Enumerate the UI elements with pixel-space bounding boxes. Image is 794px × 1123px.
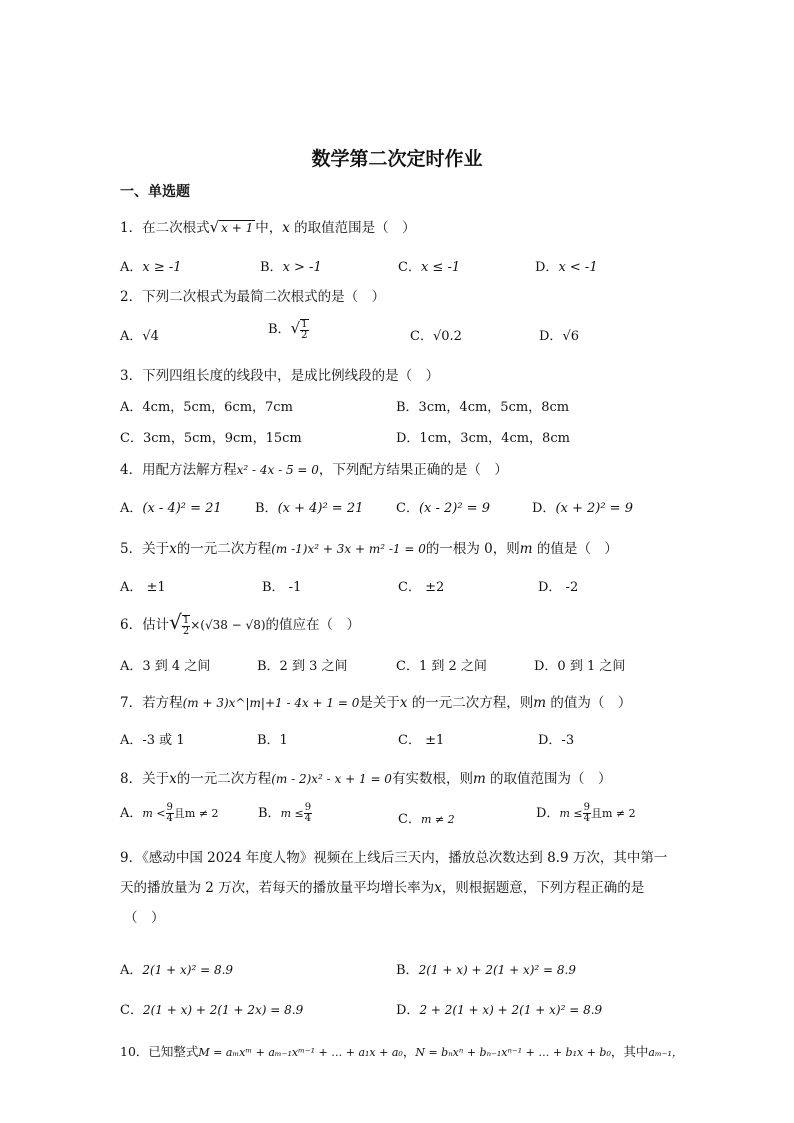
q5-option-c: C． ±2 [398, 580, 445, 595]
q1-option-a: A．x ≥ -1 [120, 260, 182, 275]
question-2: 2．下列二次根式为最简二次根式的是（ ） [120, 289, 386, 305]
q6-option-d: D．0 到 1 之间 [534, 659, 626, 674]
question-10: 10．已知整式M = aₘxᵐ + aₘ₋₁xᵐ⁻¹ + … + a₁x + a₀，N = bₙxⁿ + bₙ₋₁xⁿ⁻¹ + … + b₁x + b₀，其中aₘ₋₁， [120, 1044, 683, 1059]
q8-option-a: A．m < $\frac{9}{4}$ 且m ≠ 2 [120, 802, 219, 824]
q7-option-b: B．1 [257, 733, 288, 748]
q6-option-a: A．3 到 4 之间 [120, 659, 211, 674]
q3-option-b: B．3cm，4cm，5cm，8cm [396, 400, 570, 415]
page-title: 数学第二次定时作业 [311, 148, 483, 170]
q2-option-c: C．√0.2 [410, 329, 462, 344]
q2-option-a: A．√4 [120, 329, 159, 344]
q3-option-d: D．1cm，3cm，4cm，8cm [396, 431, 570, 446]
q4-option-d: D．(x + 2)² = 9 [532, 501, 633, 516]
q3-option-a: A．4cm，5cm，6cm，7cm [120, 400, 293, 415]
q5-option-b: B． -1 [262, 580, 302, 595]
question-7: 7．若方程(m + 3)x^|m|+1 - 4x + 1 = 0是关于x 的一元二次方程，则m 的值为（ ） [120, 695, 632, 711]
q6-option-c: C．1 到 2 之间 [396, 659, 487, 674]
q6-option-b: B．2 到 3 之间 [257, 659, 348, 674]
q9-option-b: B．2(1 + x) + 2(1 + x)² = 8.9 [396, 963, 576, 978]
question-3: 3．下列四组长度的线段中，是成比例线段的是（ ） [120, 368, 440, 384]
section-heading: 一、单选题 [120, 184, 190, 200]
q2-option-b: B．√ $\frac{1}{2}$ [268, 318, 308, 341]
q7-option-c: C． ±1 [398, 733, 445, 748]
q1-option-d: D．x < -1 [535, 260, 598, 275]
q1-option-c: C．x ≤ -1 [398, 260, 461, 275]
q8-option-d: D．m ≤ $\frac{9}{4}$ 且m ≠ 2 [536, 802, 636, 824]
q9-option-d: D．2 + 2(1 + x) + 2(1 + x)² = 8.9 [396, 1003, 603, 1018]
q2-option-d: D．√6 [539, 329, 579, 344]
q7-option-a: A．-3 或 1 [120, 733, 185, 748]
q5-option-d: D． -2 [538, 580, 579, 595]
q7-option-d: D．-3 [538, 733, 575, 748]
q1-option-b: B．x > -1 [260, 260, 322, 275]
question-8: 8．关于x的一元二次方程(m - 2)x² - x + 1 = 0有实数根，则m 的取值范围为（ ） [120, 771, 612, 787]
q9-option-a: A．2(1 + x)² = 8.9 [120, 963, 234, 978]
question-1: 1．在二次根式√ x + 1 中，x 的取值范围是（ ） [120, 218, 416, 236]
q5-option-a: A． ±1 [120, 580, 166, 595]
q4-option-a: A．(x - 4)² = 21 [120, 501, 222, 516]
q8-option-c: C．m ≠ 2 [398, 812, 455, 827]
q8-option-b: B．m ≤ $\frac{9}{4}$ [258, 802, 312, 824]
question-5: 5．关于x的一元二次方程(m -1)x² + 3x + m² -1 = 0的一根为 0，则m 的值是（ ） [120, 541, 618, 557]
question-9-line-2: 天的播放量为 2 万次，若每天的播放量平均增长率为x，则根据题意，下列方程正确的是 [120, 880, 645, 896]
question-4: 4．用配方法解方程x² - 4x - 5 = 0，下列配方结果正确的是（ ） [120, 462, 508, 478]
question-9-line-3: （ ） [124, 910, 165, 926]
question-9-line-1: 9．《感动中国 2024 年度人物》视频在上线后三天内，播放总次数达到 8.9 万次，其中第一 [120, 850, 668, 866]
q4-option-c: C．(x - 2)² = 9 [396, 501, 490, 516]
question-6: 6．估计√ $\frac{1}{2}$ ×(√38 − √8)的值应在（ ） [120, 610, 361, 637]
q4-option-b: B．(x + 4)² = 21 [255, 501, 364, 516]
q9-option-c: C．2(1 + x) + 2(1 + 2x) = 8.9 [120, 1003, 304, 1018]
q3-option-c: C．3cm，5cm，9cm，15cm [120, 431, 302, 446]
